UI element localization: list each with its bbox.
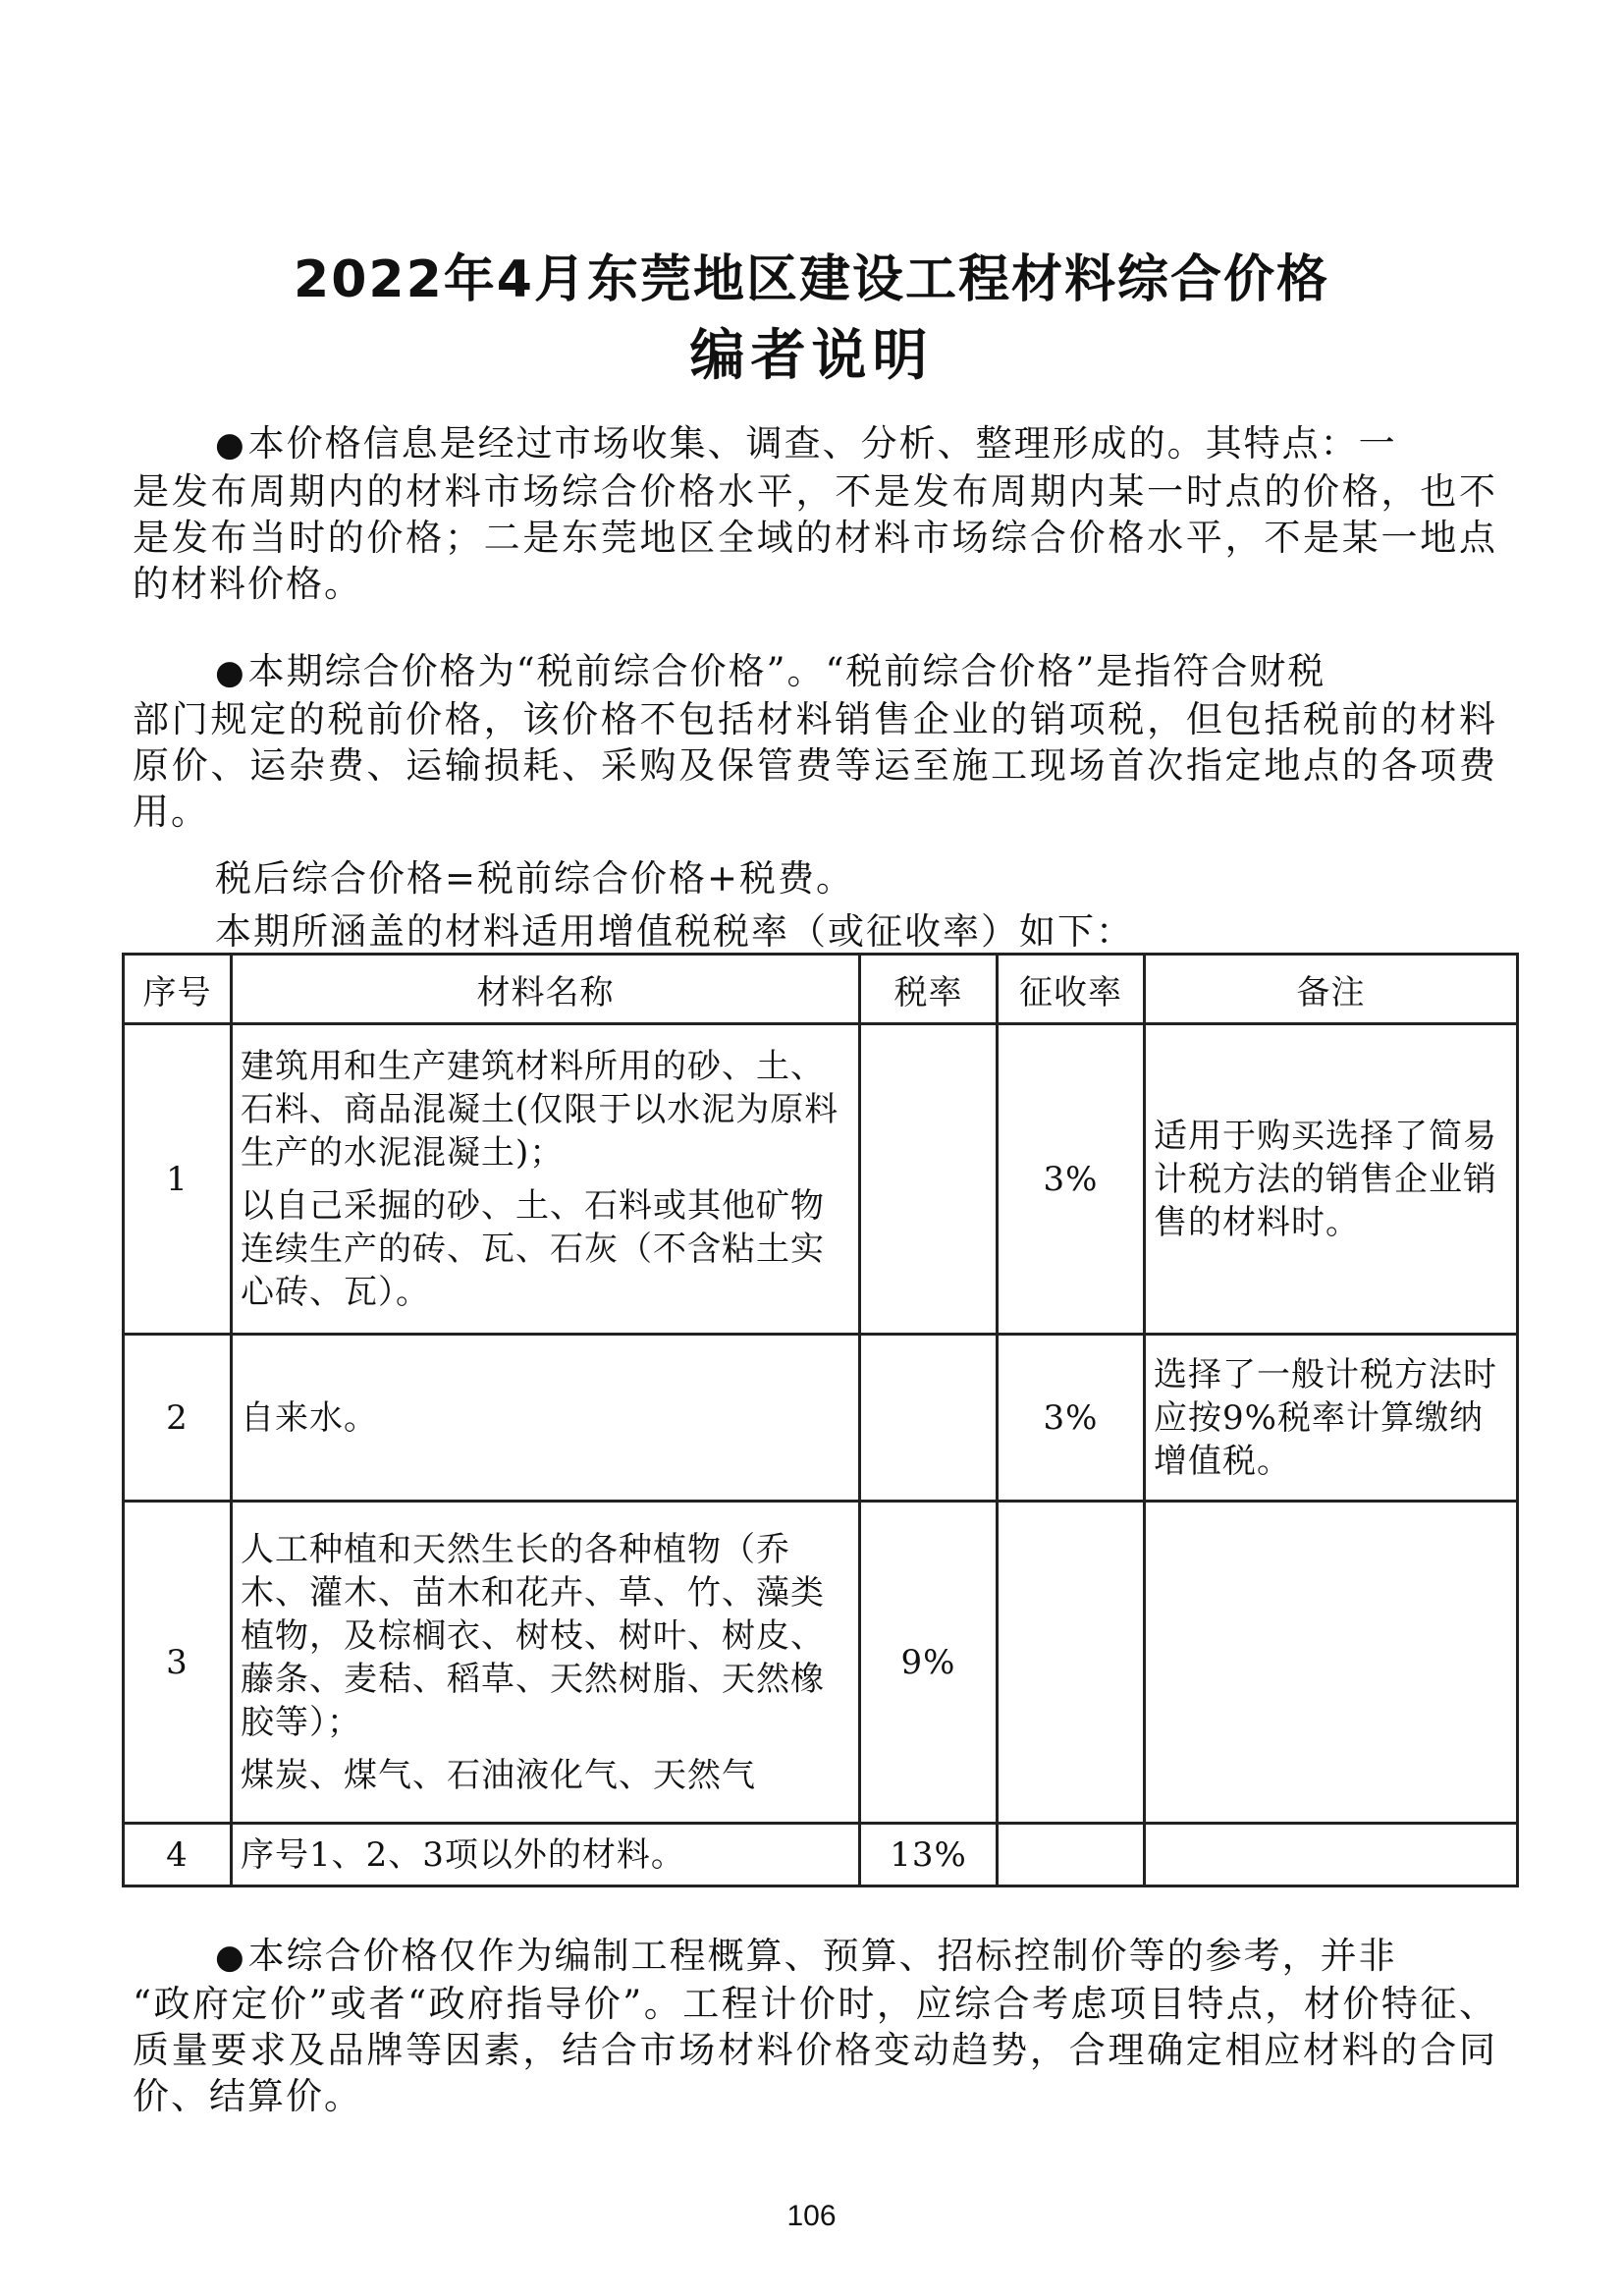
header-levy-rate: 征收率 bbox=[998, 955, 1145, 1024]
row-tax-rate: 13% bbox=[860, 1824, 998, 1886]
table-row bbox=[124, 1335, 1518, 1502]
paragraph-pretax-price: ●本期综合价格为“税前综合价格”。“税前综合价格”是指符合财税 部门规定的税前价格，该价格不包括材料销售企业的销项税，但包括税前的材料原价、运杂费、运输损耗、采购及保管费等运至施工现场首次指定地点的各项费用。 bbox=[133, 650, 1497, 833]
header-name: 材料名称 bbox=[232, 955, 860, 1024]
row-levy-rate: 3% bbox=[998, 1335, 1145, 1502]
page-subtitle: 编者说明 bbox=[689, 324, 934, 388]
row-levy-rate bbox=[998, 1502, 1145, 1824]
row-tax-rate bbox=[860, 1024, 998, 1335]
paragraph-reference-note: ●本综合价格仅作为编制工程概算、预算、招标控制价等的参考，并非 “政府定价”或者“政府指导价”。工程计价时，应综合考虑项目特点，材价特征、质量要求及品牌等因素，结合市场材料价格变动趋势，合理确定相应材料的合同价、结算价。 bbox=[133, 1935, 1497, 2117]
row-no: 4 bbox=[124, 1824, 232, 1886]
row-material: 序号1、2、3项以外的材料。 bbox=[232, 1824, 860, 1886]
row-material: 人工种植和天然生长的各种植物（乔木、灌木、苗木和花卉、草、竹、藻类植物，及棕榈衣、树枝、树叶、树皮、藤条、麦秸、稻草、天然树脂、天然橡胶等）； 煤炭、煤气、石油液化气、天然气 bbox=[232, 1502, 860, 1824]
header-no: 序号 bbox=[124, 955, 232, 1024]
bullet-icon: ● bbox=[215, 1938, 246, 1977]
row-no: 1 bbox=[124, 1024, 232, 1335]
row-material: 自来水。 bbox=[232, 1335, 860, 1502]
paragraph-price-info: ●本价格信息是经过市场收集、调查、分析、整理形成的。其特点：一 是发布周期内的材料市场综合价格水平，不是发布周期内某一时点的价格，也不是发布当时的价格；二是东莞地区全域的材料市场综合价格水平，不是某一地点的材料价格。 bbox=[133, 422, 1497, 605]
row-note: 选择了一般计税方法时应按9%税率计算缴纳增值税。 bbox=[1145, 1335, 1518, 1502]
page-title: 2022年4月东莞地区建设工程材料综合价格 bbox=[294, 250, 1329, 309]
row-note bbox=[1145, 1824, 1518, 1886]
header-tax-rate: 税率 bbox=[860, 955, 998, 1024]
row-tax-rate: 9% bbox=[860, 1502, 998, 1824]
tax-rate-table bbox=[122, 953, 1519, 1887]
row-note: 适用于购买选择了简易计税方法的销售企业销售的材料时。 bbox=[1145, 1024, 1518, 1335]
header-note: 备注 bbox=[1145, 955, 1518, 1024]
bullet-icon: ● bbox=[215, 425, 246, 465]
formula-line: 税后综合价格=税前综合价格+税费。 bbox=[215, 857, 855, 900]
row-levy-rate: 3% bbox=[998, 1024, 1145, 1335]
row-levy-rate bbox=[998, 1824, 1145, 1886]
row-material: 建筑用和生产建筑材料所用的砂、土、石料、商品混凝土(仅限于以水泥为原料生产的水泥混凝土)； 以自己采掘的砂、土、石料或其他矿物连续生产的砖、瓦、石灰（不含粘土实心砖、瓦）。 bbox=[232, 1024, 860, 1335]
table-header-row bbox=[124, 955, 1518, 1024]
rate-intro: 本期所涵盖的材料适用增值税税率（或征收率）如下： bbox=[215, 910, 1134, 953]
row-no: 2 bbox=[124, 1335, 232, 1502]
table-row bbox=[124, 1824, 1518, 1886]
row-no: 3 bbox=[124, 1502, 232, 1824]
row-note bbox=[1145, 1502, 1518, 1824]
row-tax-rate bbox=[860, 1335, 998, 1502]
page-number: 106 bbox=[786, 2200, 837, 2232]
table-row bbox=[124, 1502, 1518, 1824]
table-row bbox=[124, 1024, 1518, 1335]
bullet-icon: ● bbox=[215, 653, 246, 692]
